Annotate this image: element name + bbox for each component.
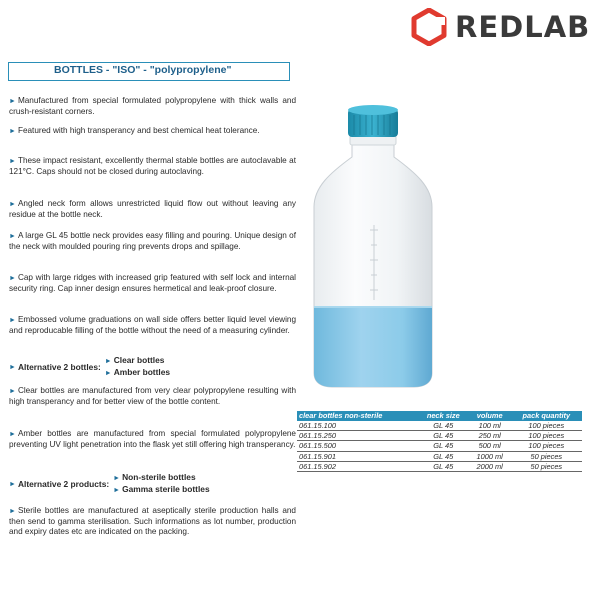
table-cell: 100 ml [469, 421, 511, 431]
table-cell: 50 pieces [511, 451, 582, 461]
feature-paragraph: ► Sterile bottles are manufactured at aseptically sterile production halls and then send to gamma sterilisation. Such informations as lot number, production and expiry dates etc are indicated on the packing. [9, 506, 296, 537]
table-row [297, 431, 582, 441]
table-cell: 061.15.100 [297, 421, 418, 431]
feature-paragraph: ► Cap with large ridges with increased grip featured with self lock and internal security ring. Cap inner design ensures hermetical and leak-proof closure. [9, 273, 296, 294]
table-cell: 50 pieces [511, 461, 582, 471]
product-table [297, 411, 582, 472]
table-row [297, 421, 582, 431]
page-title: BOTTLES - "ISO" - "polypropylene" [54, 64, 232, 76]
table-cell: 1000 ml [469, 451, 511, 461]
table-cell: 2000 ml [469, 461, 511, 471]
table-row [297, 461, 582, 471]
table-header-row [297, 411, 582, 421]
table-cell: GL 45 [418, 441, 469, 451]
table-cell: 100 pieces [511, 441, 582, 451]
table-cell: GL 45 [418, 431, 469, 441]
alternative-products-option: ► Non-sterile bottles [113, 472, 196, 482]
hexagon-logo-icon [411, 8, 447, 46]
table-header-cell: pack quantity [511, 411, 582, 421]
table-cell: GL 45 [418, 451, 469, 461]
feature-paragraph: ► A large GL 45 bottle neck provides easy filling and pouring. Unique design of the neck with moulded pouring ring prevents drops and spillage. [9, 231, 296, 252]
bottle-illustration [300, 95, 445, 395]
table-cell: 061.15.901 [297, 451, 418, 461]
table-cell: GL 45 [418, 461, 469, 471]
table-header-cell: neck size [418, 411, 469, 421]
table-cell: 250 ml [469, 431, 511, 441]
table-cell: 100 pieces [511, 421, 582, 431]
table-header-cell: clear bottles non-sterile [297, 411, 418, 421]
feature-paragraph: ► Angled neck form allows unrestricted liquid flow out without leaving any residue at the bottle neck. [9, 199, 296, 220]
alternative-products-option: ► Gamma sterile bottles [113, 484, 210, 494]
alternative-products: ► Alternative 2 products: ► Non-sterile bottles ► Gamma sterile bottles [9, 472, 210, 494]
feature-paragraph: ► Embossed volume graduations on wall side offers better liquid level viewing and reproducable filling of the bottle without the need of a measuring cylinder. [9, 315, 296, 336]
table-cell: 061.15.250 [297, 431, 418, 441]
table-cell: 100 pieces [511, 431, 582, 441]
table-cell: 061.15.500 [297, 441, 418, 451]
alternative-bottles-option: ► Amber bottles [104, 367, 171, 377]
table-header-cell: volume [469, 411, 511, 421]
table-cell: GL 45 [418, 421, 469, 431]
feature-paragraph: ► These impact resistant, excellently thermal stable bottles are autoclavable at 121°C. Caps should not be closed during autoclaving. [9, 156, 296, 177]
feature-paragraph: ► Featured with high transperancy and best chemical heat tolerance. [9, 126, 260, 135]
table-row [297, 441, 582, 451]
table-cell: 061.15.902 [297, 461, 418, 471]
alternative-bottles: ► Alternative 2 bottles: ► Clear bottles ► Amber bottles [9, 355, 171, 377]
brand-name: REDLAB [455, 10, 591, 44]
alternative-bottles-label: Alternative 2 bottles: [17, 362, 101, 372]
bottle-image [300, 95, 445, 395]
table-cell: 500 ml [469, 441, 511, 451]
feature-paragraph: ► Amber bottles are manufactured from special formulated polypropylene preventing UV light penetration into the flask yet still offering high transperancy. [9, 429, 296, 450]
alternative-bottles-option: ► Clear bottles [104, 355, 165, 365]
feature-paragraph: ► Clear bottles are manufactured from very clear polypropylene resulting with high transperancy and for better view of the bottle content. [9, 386, 296, 407]
alternative-products-label: Alternative 2 products: [17, 479, 110, 489]
table-row [297, 451, 582, 461]
title-banner [8, 62, 290, 81]
feature-paragraph: ► Manufactured from special formulated polypropylene with thick walls and crush-resistant corners. [9, 96, 296, 117]
brand-logo [411, 8, 590, 46]
